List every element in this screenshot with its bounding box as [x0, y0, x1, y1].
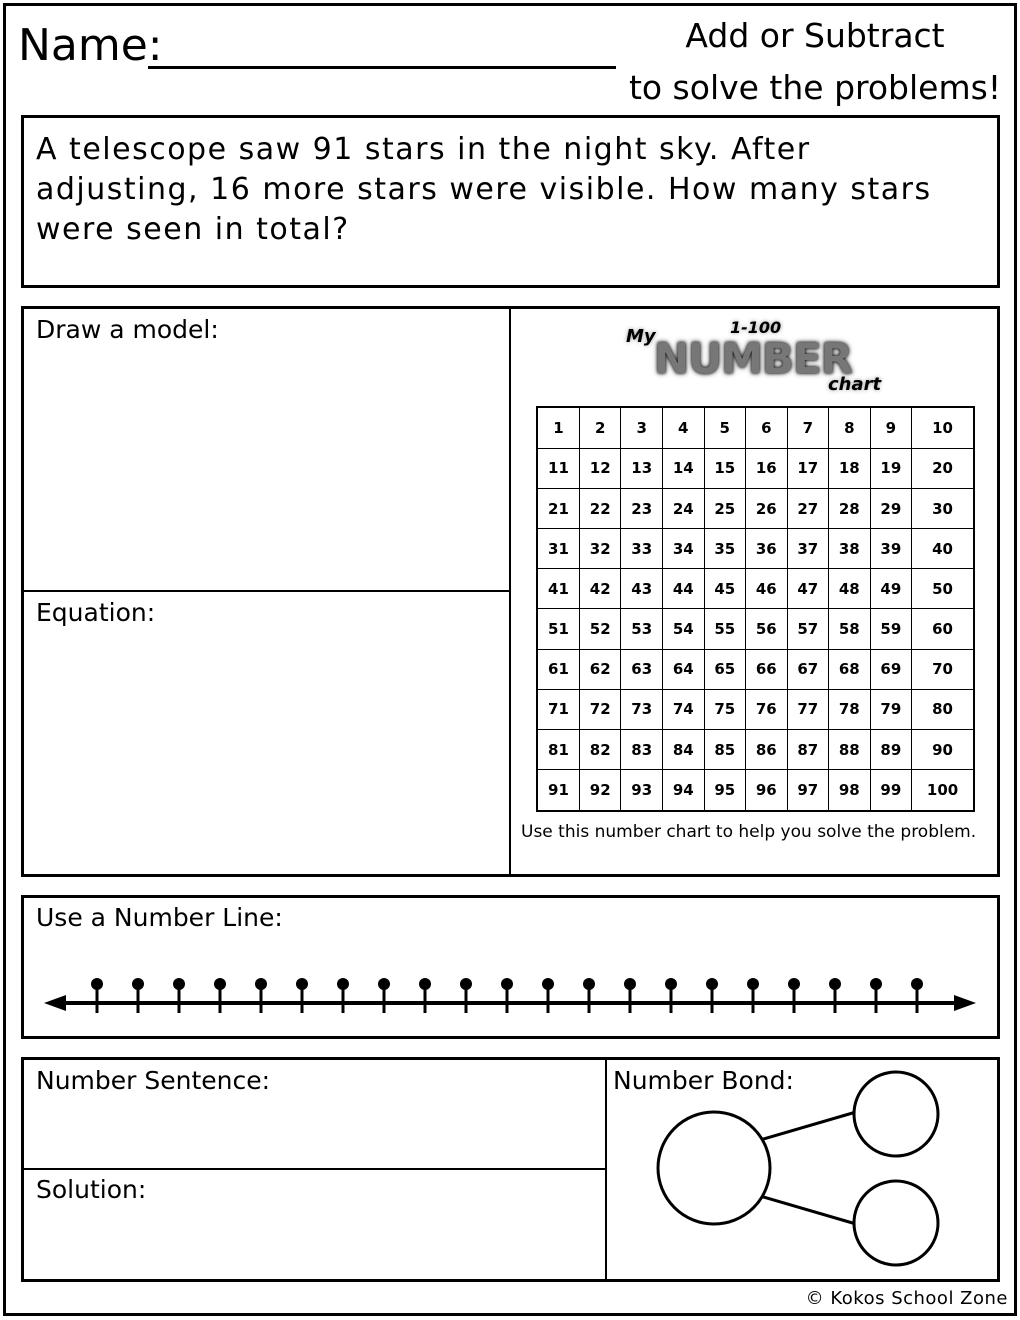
draw-model-area[interactable]: [25, 350, 507, 588]
number-line-tick-dot: [91, 978, 103, 990]
sentence-solution-divider: [23, 1168, 606, 1170]
chart-cell: 60: [912, 609, 974, 649]
chart-cell: 14: [663, 448, 705, 488]
chart-cell: 70: [912, 649, 974, 689]
name-label: Name:: [18, 20, 163, 71]
chart-cell: 81: [537, 730, 579, 770]
solution-area[interactable]: [25, 1208, 603, 1278]
chart-cell: 54: [663, 609, 705, 649]
chart-cell: 68: [829, 649, 871, 689]
chart-cell: 38: [829, 529, 871, 569]
chart-cell: 84: [663, 730, 705, 770]
number-chart-logo: [620, 318, 900, 398]
chart-cell: 31: [537, 529, 579, 569]
number-line-tick-dot: [173, 978, 185, 990]
number-line-tick-dot: [829, 978, 841, 990]
chart-cell: 91: [537, 770, 579, 811]
chart-cell: 27: [787, 488, 829, 528]
chart-cell: 44: [663, 569, 705, 609]
chart-cell: 85: [704, 730, 746, 770]
chart-cell: 1: [537, 407, 579, 448]
chart-cell: 49: [870, 569, 912, 609]
chart-cell: 2: [579, 407, 621, 448]
chart-cell: 50: [912, 569, 974, 609]
chart-cell: 30: [912, 488, 974, 528]
chart-cell: 12: [579, 448, 621, 488]
equation-area[interactable]: [25, 632, 507, 874]
number-line-tick-dot: [624, 978, 636, 990]
chart-cell: 55: [704, 609, 746, 649]
bond-part-circle-top[interactable]: [854, 1072, 938, 1156]
chart-cell: 58: [829, 609, 871, 649]
chart-cell: 16: [746, 448, 788, 488]
chart-cell: 69: [870, 649, 912, 689]
chart-cell: 97: [787, 770, 829, 811]
logo-chart: chart: [828, 374, 882, 395]
instructions: [620, 10, 1010, 114]
chart-cell: 47: [787, 569, 829, 609]
chart-cell: 22: [579, 488, 621, 528]
chart-cell: 23: [621, 488, 663, 528]
chart-row: [537, 609, 974, 649]
chart-cell: 89: [870, 730, 912, 770]
chart-row: [537, 407, 974, 448]
number-line-tick-dot: [501, 978, 513, 990]
chart-cell: 13: [621, 448, 663, 488]
chart-cell: 74: [663, 689, 705, 729]
chart-cell: 93: [621, 770, 663, 811]
chart-cell: 79: [870, 689, 912, 729]
problem-text: A telescope saw 91 stars in the night sky. After adjusting, 16 more stars were visible. How many stars were seen in total?: [36, 132, 932, 247]
chart-cell: 56: [746, 609, 788, 649]
chart-cell: 6: [746, 407, 788, 448]
number-line-tick-dot: [419, 978, 431, 990]
bond-connector-bottom: [760, 1196, 856, 1224]
number-line-tick-dot: [747, 978, 759, 990]
chart-cell: 9: [870, 407, 912, 448]
chart-cell: 94: [663, 770, 705, 811]
chart-cell: 71: [537, 689, 579, 729]
chart-cell: 90: [912, 730, 974, 770]
chart-cell: 98: [829, 770, 871, 811]
chart-cell: 61: [537, 649, 579, 689]
chart-cell: 7: [787, 407, 829, 448]
bond-whole-circle[interactable]: [658, 1112, 770, 1224]
chart-row: [537, 770, 974, 811]
chart-cell: 39: [870, 529, 912, 569]
chart-cell: 37: [787, 529, 829, 569]
chart-cell: 26: [746, 488, 788, 528]
logo-number: NUMBER: [654, 334, 853, 383]
chart-row: [537, 730, 974, 770]
chart-cell: 63: [621, 649, 663, 689]
solution-label: Solution:: [36, 1175, 147, 1204]
logo-range: 1-100: [730, 318, 782, 337]
chart-cell: 29: [870, 488, 912, 528]
number-line-tick-dot: [542, 978, 554, 990]
hundreds-chart: [536, 406, 975, 812]
bond-connector-top: [760, 1112, 856, 1140]
chart-cell: 5: [704, 407, 746, 448]
chart-cell: 33: [621, 529, 663, 569]
instruction-line-2: to solve the problems!: [628, 68, 1002, 107]
number-line-tick-dot: [665, 978, 677, 990]
chart-cell: 57: [787, 609, 829, 649]
chart-row: [537, 529, 974, 569]
chart-row: [537, 569, 974, 609]
chart-cell: 19: [870, 448, 912, 488]
chart-cell: 45: [704, 569, 746, 609]
model-equation-divider: [23, 590, 510, 592]
name-input-line[interactable]: [148, 66, 616, 69]
chart-cell: 8: [829, 407, 871, 448]
chart-cell: 34: [663, 529, 705, 569]
chart-cell: 11: [537, 448, 579, 488]
logo-my: My: [626, 326, 656, 347]
chart-cell: 21: [537, 488, 579, 528]
number-line-tick-dot: [132, 978, 144, 990]
chart-cell: 65: [704, 649, 746, 689]
chart-cell: 28: [829, 488, 871, 528]
chart-cell: 42: [579, 569, 621, 609]
chart-row: [537, 689, 974, 729]
chart-cell: 66: [746, 649, 788, 689]
chart-row: [537, 649, 974, 689]
chart-cell: 3: [621, 407, 663, 448]
chart-cell: 75: [704, 689, 746, 729]
chart-cell: 87: [787, 730, 829, 770]
chart-cell: 15: [704, 448, 746, 488]
chart-cell: 67: [787, 649, 829, 689]
number-bond-label: Number Bond:: [613, 1066, 794, 1095]
number-line-tick-dot: [788, 978, 800, 990]
chart-cell: 92: [579, 770, 621, 811]
chart-cell: 4: [663, 407, 705, 448]
chart-cell: 18: [829, 448, 871, 488]
chart-cell: 76: [746, 689, 788, 729]
chart-cell: 43: [621, 569, 663, 609]
number-line-tick-dot: [870, 978, 882, 990]
number-line-tick-dot: [337, 978, 349, 990]
chart-cell: 100: [912, 770, 974, 811]
number-line-label: Use a Number Line:: [36, 903, 283, 932]
number-line-tick-dot: [378, 978, 390, 990]
chart-cell: 36: [746, 529, 788, 569]
chart-row: [537, 488, 974, 528]
number-line-right-arrow: [954, 995, 976, 1011]
chart-cell: 96: [746, 770, 788, 811]
number-line-tick-dot: [296, 978, 308, 990]
chart-cell: 95: [704, 770, 746, 811]
chart-cell: 52: [579, 609, 621, 649]
chart-cell: 10: [912, 407, 974, 448]
chart-cell: 24: [663, 488, 705, 528]
draw-model-label: Draw a model:: [36, 315, 219, 344]
chart-note: Use this number chart to help you solve the problem.: [521, 822, 977, 842]
chart-cell: 53: [621, 609, 663, 649]
chart-cell: 62: [579, 649, 621, 689]
chart-cell: 35: [704, 529, 746, 569]
chart-cell: 80: [912, 689, 974, 729]
number-line[interactable]: [40, 970, 980, 1020]
chart-cell: 73: [621, 689, 663, 729]
chart-cell: 72: [579, 689, 621, 729]
chart-cell: 46: [746, 569, 788, 609]
chart-cell: 77: [787, 689, 829, 729]
instruction-line-1: Add or Subtract: [685, 16, 945, 55]
chart-cell: 17: [787, 448, 829, 488]
number-sentence-area[interactable]: [25, 1100, 603, 1166]
number-line-tick-dot: [214, 978, 226, 990]
chart-cell: 41: [537, 569, 579, 609]
chart-cell: 78: [829, 689, 871, 729]
number-line-tick-dot: [583, 978, 595, 990]
equation-label: Equation:: [36, 598, 156, 627]
chart-cell: 82: [579, 730, 621, 770]
chart-cell: 59: [870, 609, 912, 649]
number-line-tick-dot: [911, 978, 923, 990]
number-line-left-arrow: [44, 995, 66, 1011]
chart-cell: 32: [579, 529, 621, 569]
copyright-footer: © Kokos School Zone: [805, 1288, 1008, 1309]
chart-cell: 88: [829, 730, 871, 770]
chart-cell: 86: [746, 730, 788, 770]
chart-cell: 25: [704, 488, 746, 528]
chart-cell: 99: [870, 770, 912, 811]
number-line-tick-dot: [706, 978, 718, 990]
number-sentence-label: Number Sentence:: [36, 1066, 271, 1095]
chart-cell: 64: [663, 649, 705, 689]
number-bond-diagram: [640, 1060, 960, 1280]
bond-part-circle-bottom[interactable]: [854, 1181, 938, 1265]
chart-cell: 83: [621, 730, 663, 770]
number-line-tick-dot: [255, 978, 267, 990]
chart-row: [537, 448, 974, 488]
chart-cell: 51: [537, 609, 579, 649]
chart-cell: 20: [912, 448, 974, 488]
chart-cell: 40: [912, 529, 974, 569]
number-line-tick-dot: [460, 978, 472, 990]
chart-cell: 48: [829, 569, 871, 609]
